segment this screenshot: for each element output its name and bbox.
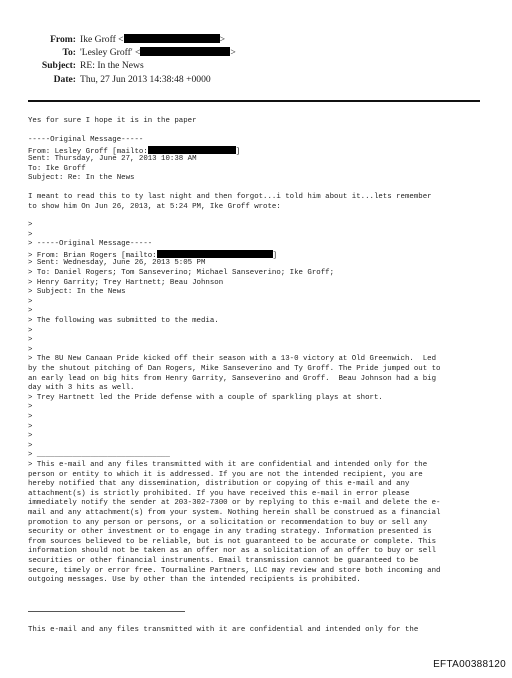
orig2-to: > Henry Garrity; Trey Hartnett; Beau Johnson [28, 278, 224, 287]
quote-blank: > [28, 422, 33, 431]
to-name: 'Lesley Groff' < [80, 47, 141, 58]
quote-blank: > [28, 441, 33, 450]
disclaimer-line: outgoing messages. Use by other than the intended recipients is prohibited. [28, 576, 361, 585]
quote-blank: > [28, 336, 33, 345]
quote-blank: > [28, 307, 33, 316]
orig2-from-prefix: > From: Brian Rogers [mailto: [28, 251, 157, 260]
disclaimer-line: person or entity to which it is addressed. If you are not the intended recipient, you are [28, 470, 423, 479]
quote-blank: > [28, 326, 33, 335]
redaction-box [148, 146, 236, 154]
quote-blank: > [28, 432, 33, 441]
date-label: Date: [53, 74, 76, 85]
quote-blank: > [28, 413, 33, 421]
orig2-marker: > -----Original Message----- [28, 240, 153, 249]
orig2-from-close: ] [272, 251, 278, 260]
disclaimer-line: > This e-mail and any files transmitted with it are confidential and intended only for the [28, 461, 428, 469]
orig1-marker: -----Original Message----- [28, 136, 144, 144]
disclaimer-line: attachment(s) is strictly prohibited. If you have received this e-mail in error please [28, 489, 410, 498]
from-name: Ike Groff < [80, 34, 124, 45]
signature-rule: > ______________________________ [28, 451, 170, 460]
story-line: day with 3 hits as well. [28, 384, 135, 393]
from-label: From: [50, 34, 76, 45]
orig1-text-line: I meant to read this to ty last night and then forgot...i told him about it...lets remember [28, 193, 432, 201]
disclaimer-line: hereby notified that any dissemination, distribution or copying of this e-mail and any [28, 480, 410, 489]
disclaimer-line: from sources believed to be reliable, but is not guaranteed to be accurate or complete. This [28, 537, 437, 546]
quote-blank: > [28, 221, 33, 229]
story-line: an early lead on big hits from Henry Garrity, Sanseverino and Groff. Beau Johnson had a big [28, 374, 437, 383]
orig1-subject: Subject: Re: In the News [28, 174, 135, 183]
from-close: > [219, 34, 226, 45]
orig1-sent: Sent: Thursday, June 27, 2013 10:38 AM [28, 155, 197, 164]
orig1-text-line: to show him On Jun 26, 2013, at 5:24 PM, Ike Groff wrote: [28, 202, 281, 211]
orig1-from-prefix: From: Lesley Groff [mailto: [28, 147, 148, 156]
redaction-box [140, 47, 230, 56]
story-line: > Trey Hartnett led the Pride defense with a couple of sparkling plays at short. [28, 393, 383, 402]
disclaimer-line: mail and any attachment(s) from your system. Nothing herein shall be construed as a financial [28, 509, 441, 517]
to-label: To: [62, 47, 76, 58]
submitted-line: > The following was submitted to the media. [28, 317, 219, 325]
subject-value: RE: In the News [80, 60, 144, 71]
disclaimer-line: secure, timely or error free. Tourmaline Partners, LLC may review and store both incoming and [28, 566, 441, 575]
disclaimer-line: security or other investment or to engage in any trading strategy. Information presented is [28, 528, 432, 537]
reply-text: Yes for sure I hope it is in the paper [28, 117, 197, 125]
orig2-subject: > Subject: In the News [28, 288, 126, 297]
redaction-box [157, 250, 273, 258]
orig2-to: > To: Daniel Rogers; Tom Sanseverino; Michael Sanseverino; Ike Groff; [28, 269, 335, 277]
to-value [80, 47, 236, 59]
subject-label: Subject: [41, 60, 76, 71]
quote-blank: > [28, 345, 33, 354]
quote-blank: > [28, 230, 33, 239]
story-line: > The 8U New Canaan Pride kicked off their season with a 13-0 victory at Old Greenwich. Led [28, 355, 437, 364]
disclaimer-line: securities or other financial instruments. Email transmission cannot be guaranteed to be [28, 557, 419, 565]
orig1-to: To: Ike Groff [28, 164, 86, 173]
quote-blank: > [28, 297, 33, 306]
redaction-box [124, 34, 220, 43]
disclaimer-line: immediately notify the sender at 203-302-7300 or by replying to this e-mail and delete the e- [28, 499, 441, 508]
to-close: > [230, 47, 236, 58]
disclaimer-line: information should not be taken as an offer nor as a solicitation of an offer to buy or sell [28, 547, 437, 556]
date-value: Thu, 27 Jun 2013 14:38:48 +0000 [80, 74, 211, 85]
orig2-sent: > Sent: Wednesday, June 26, 2013 5:05 PM [28, 259, 206, 268]
orig1-from-close: ] [235, 147, 241, 156]
story-line: by the shutout pitching of Dan Rogers, Mike Sanseverino and Ty Groff. The Pride jumped out to [28, 365, 441, 373]
header-divider [28, 100, 480, 102]
from-value [80, 34, 225, 46]
quote-blank: > [28, 403, 33, 412]
bates-number: EFTA00388120 [433, 659, 506, 670]
footer-disclaimer: This e-mail and any files transmitted with it are confidential and intended only for the [28, 626, 419, 634]
disclaimer-line: promotion to any person or persons, or a solicitation or recommendation to buy or sell any [28, 518, 428, 527]
footer-divider [28, 611, 185, 612]
